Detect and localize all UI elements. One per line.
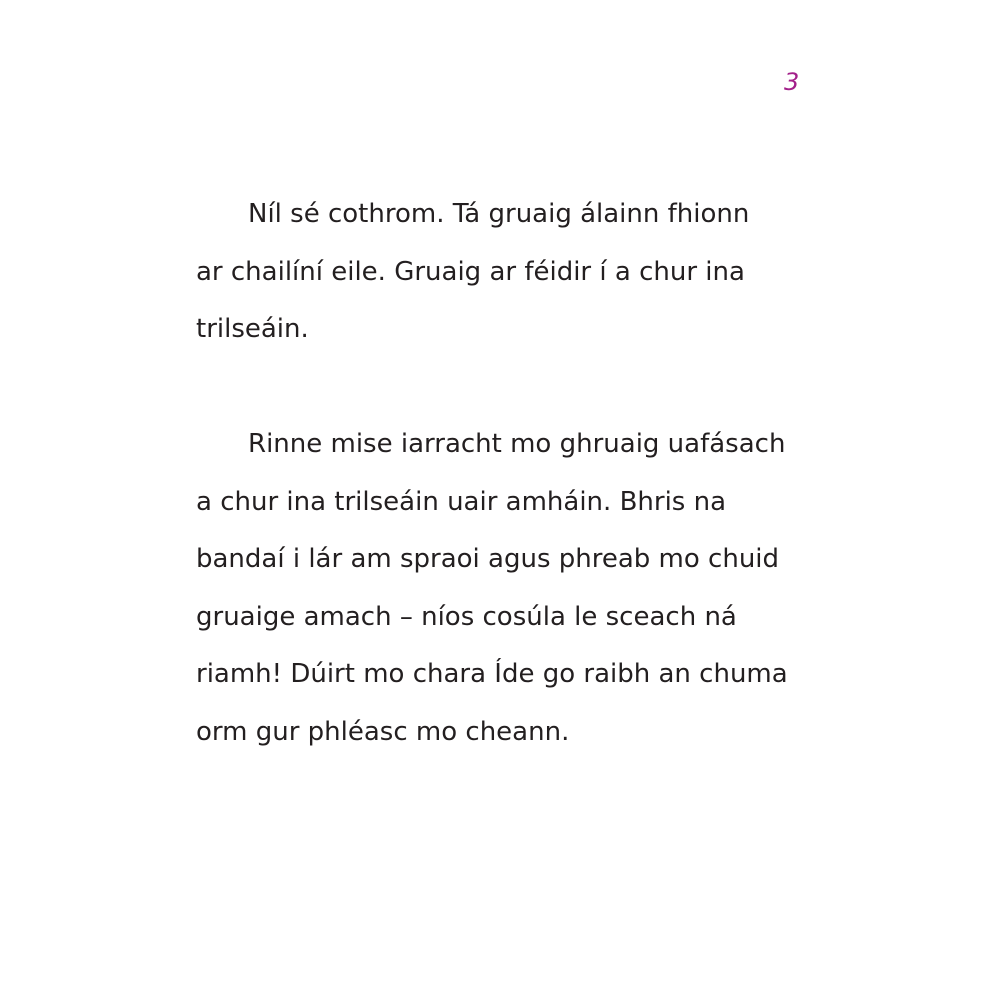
text-line: trilseáin.: [196, 314, 309, 344]
body-text: [196, 186, 816, 761]
paragraph-1: [196, 186, 816, 359]
text-line: gruaige amach – níos cosúla le sceach ná: [196, 601, 737, 632]
text-line: bandaí i lár am spraoi agus phreab mo chuid: [196, 544, 780, 574]
text-line: orm gur phléasc mo cheann.: [196, 716, 570, 747]
text-line: ar chailíní eile. Gruaig ar féidir í a chur ina: [196, 256, 745, 287]
text-line: Níl sé cothrom. Tá gruaig álainn fhionn: [248, 199, 750, 229]
text-line: a chur ina trilseáin uair amháin. Bhris na: [196, 486, 727, 517]
paragraph-2: [196, 416, 816, 761]
paragraph-gap: [196, 359, 816, 417]
page-number: 3: [784, 68, 800, 96]
text-line: riamh! Dúirt mo chara Íde go raibh an chuma: [196, 659, 788, 689]
text-line: Rinne mise iarracht mo ghruaig uafásach: [248, 429, 786, 459]
